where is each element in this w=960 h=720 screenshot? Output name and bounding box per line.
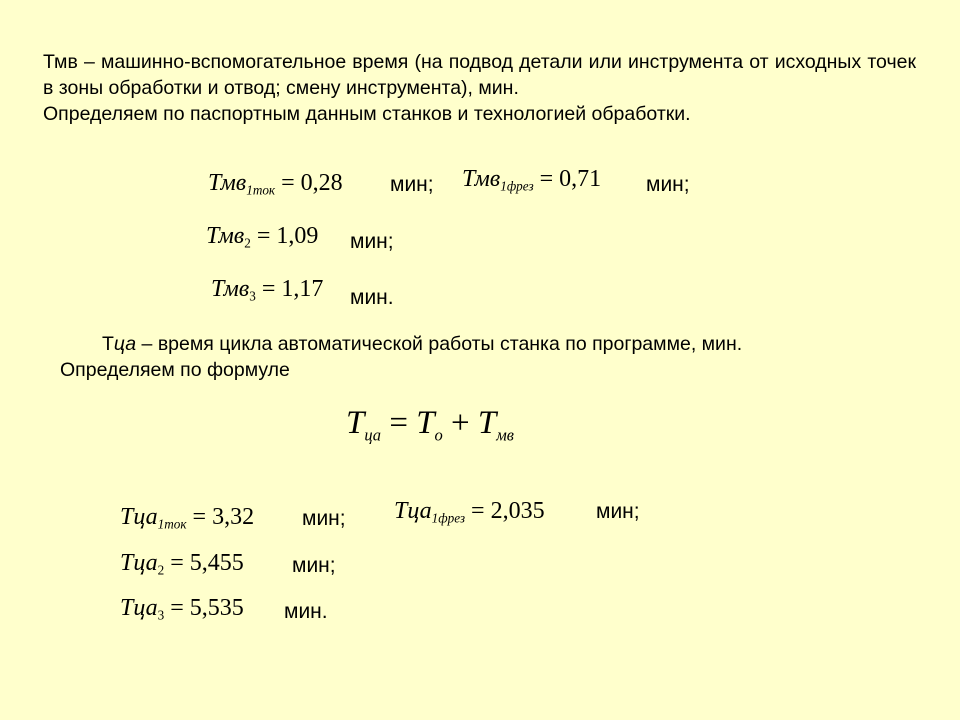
main-formula xyxy=(346,405,514,445)
tca-var: Тца xyxy=(394,498,432,524)
formula-T: T xyxy=(346,405,365,441)
tmv-2-formula xyxy=(206,223,318,252)
tmv-value: 0,71 xyxy=(559,166,602,192)
tmv-sub: 3 xyxy=(249,288,256,304)
tca-sub: 1ток xyxy=(157,516,187,532)
equals-sign: = xyxy=(170,550,184,576)
intro-line-2: от исходных точек в зоны обработки и отвод; смену инструмента), мин. xyxy=(43,51,916,99)
formula-T: T xyxy=(477,405,497,441)
formula-sub-o: о xyxy=(434,425,443,445)
tca-value: 5,455 xyxy=(189,550,244,576)
tca-value: 5,535 xyxy=(189,595,244,621)
equals-sign: = xyxy=(539,166,554,192)
equals-sign: = xyxy=(256,223,271,249)
tca-value: 3,32 xyxy=(212,504,255,530)
tmv-1tok-formula xyxy=(208,170,343,199)
tca-2-unit: мин; xyxy=(292,554,336,577)
tca-value: 2,035 xyxy=(490,498,545,524)
equals-sign: = xyxy=(192,504,207,530)
intro-line-3: Определяем по паспортным данным станков и технологией обработки. xyxy=(43,103,691,125)
formula-sub-ca: ца xyxy=(364,425,382,445)
cycle-line-2: Определяем по формуле xyxy=(60,359,290,381)
equals-sign: = xyxy=(170,595,184,621)
tca-1tok-formula xyxy=(120,504,254,533)
tmv-var: Тмв xyxy=(211,276,250,302)
tmv-sub: 1фрез xyxy=(500,178,534,194)
tmv-1frez-formula xyxy=(462,166,601,195)
tca-2-formula xyxy=(120,550,244,579)
tca-3-unit: мин. xyxy=(284,600,328,623)
tca-sub: 1фрез xyxy=(431,510,466,526)
tmv-var: Тмв xyxy=(462,166,501,192)
tmv-value: 1,09 xyxy=(276,223,319,249)
tmv-3-unit: мин. xyxy=(350,286,394,309)
tmv-sub: 2 xyxy=(244,235,251,251)
tmv-var: Тмв xyxy=(208,170,247,196)
tmv-2-unit: мин; xyxy=(350,230,394,253)
tmv-1frez-unit: мин; xyxy=(646,173,690,196)
tmv-3-formula xyxy=(211,276,323,305)
formula-T: T xyxy=(416,405,435,441)
cycle-paragraph xyxy=(60,331,923,383)
tca-var: Тца xyxy=(120,550,158,576)
tca-sub: 2 xyxy=(157,562,165,578)
tca-sub: 3 xyxy=(157,607,165,623)
tca-var: Тца xyxy=(120,504,158,530)
equals-sign: = xyxy=(261,276,276,302)
formula-sub-mv: мв xyxy=(496,425,514,445)
tmv-value: 1,17 xyxy=(281,276,324,302)
tca-1tok-unit: мин; xyxy=(302,507,346,530)
formula-equals: = xyxy=(389,405,408,441)
equals-sign: = xyxy=(471,498,485,524)
equals-sign: = xyxy=(281,170,295,196)
intro-paragraph xyxy=(43,49,916,127)
tca-var: Тца xyxy=(120,595,158,621)
tca-1frez-formula xyxy=(394,498,545,527)
tmv-sub: 1ток xyxy=(246,182,276,198)
formula-plus: + xyxy=(451,405,470,441)
tca-3-formula xyxy=(120,595,244,624)
tca-1frez-unit: мин; xyxy=(596,500,640,523)
cycle-line-1: Тца – время цикла автоматической работы станка по программе, мин. xyxy=(102,333,743,355)
tmv-var: Тмв xyxy=(206,223,245,249)
intro-line-1: Тмв – машинно-вспомогательное время (на подвод детали или инструмента xyxy=(43,51,744,73)
tmv-1tok-unit: мин; xyxy=(390,173,434,196)
tmv-value: 0,28 xyxy=(300,170,343,196)
